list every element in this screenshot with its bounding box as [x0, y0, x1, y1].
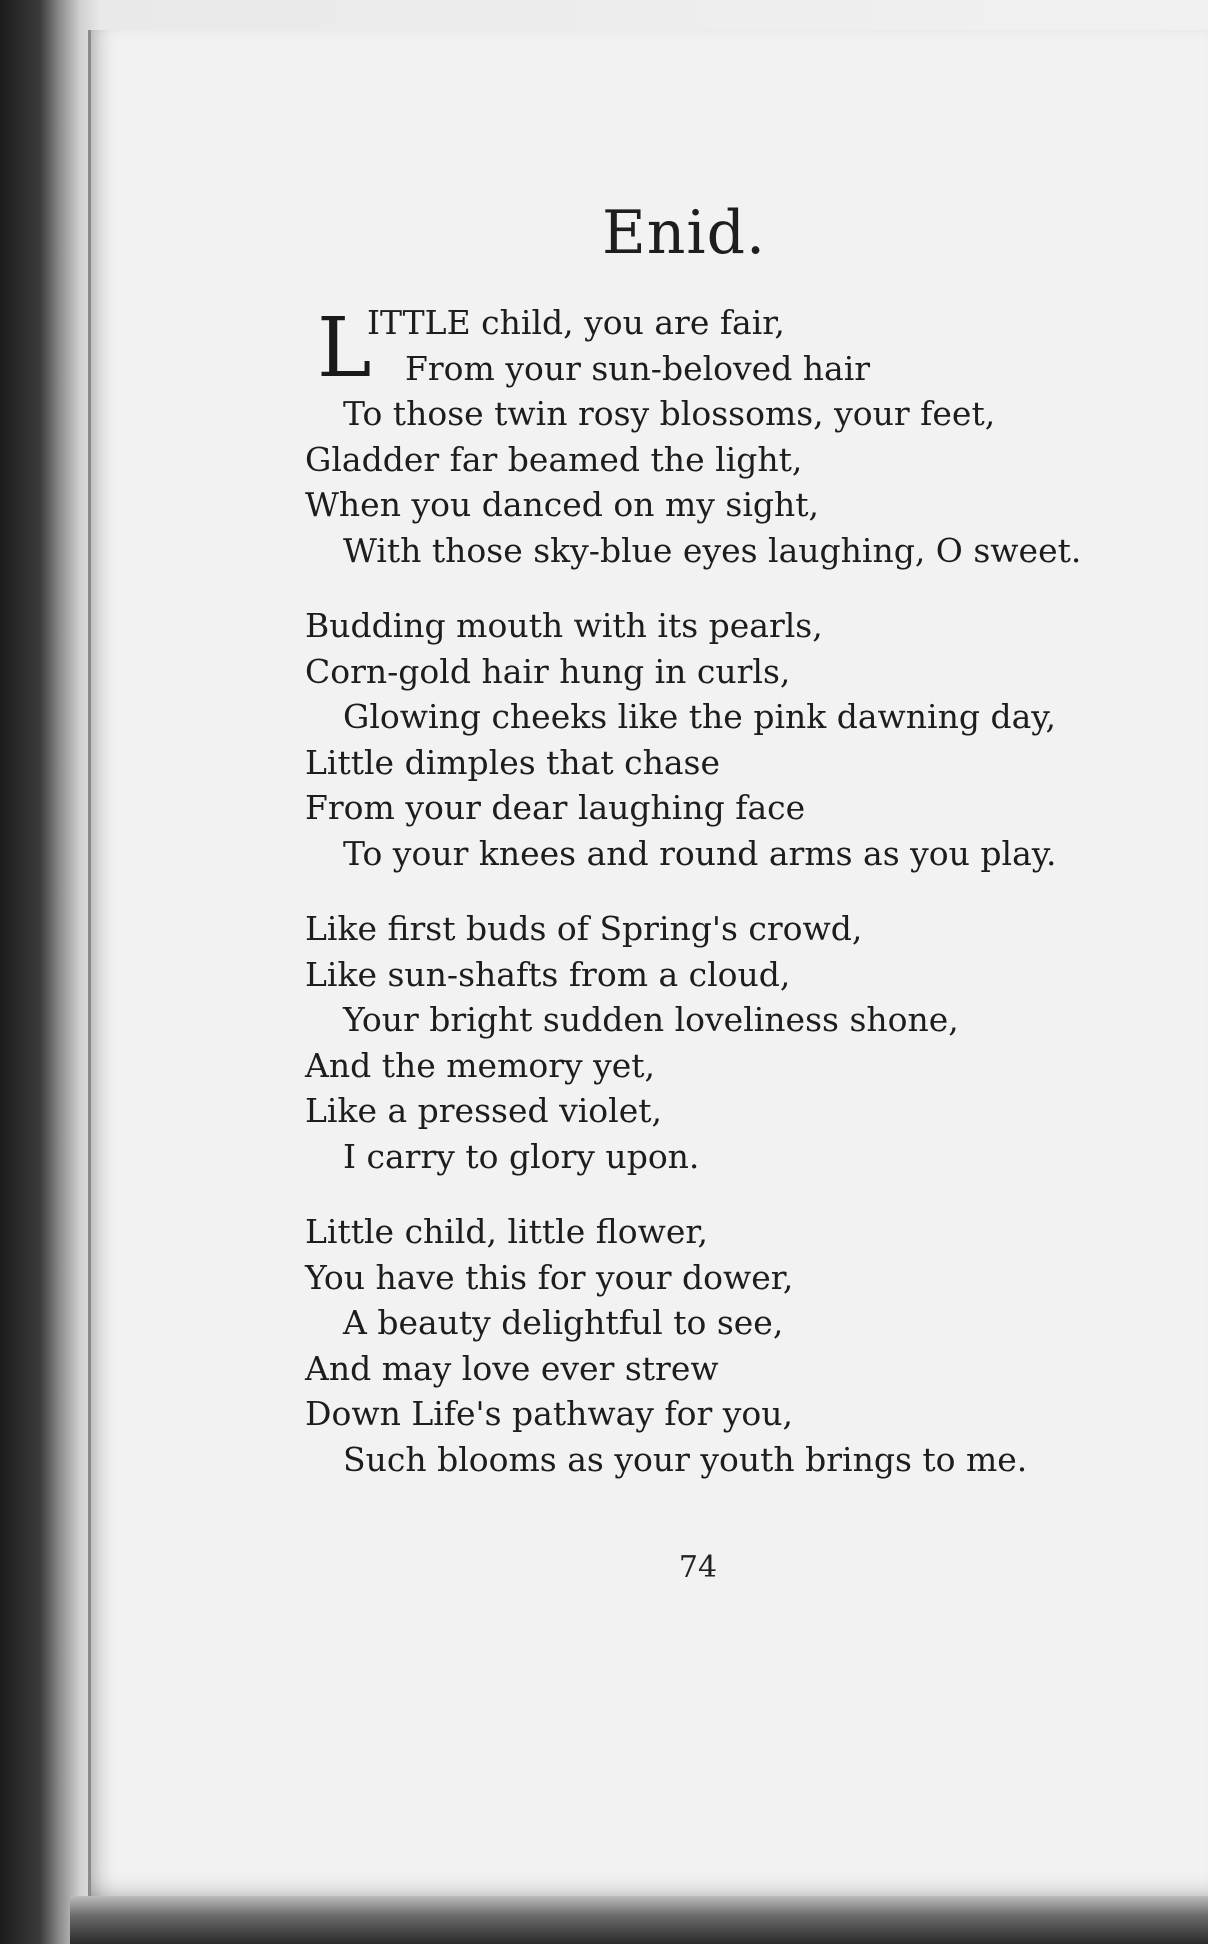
poem-line: Like a pressed violet, — [305, 1091, 662, 1130]
poem-line: To those twin rosy blossoms, your feet, — [343, 394, 996, 433]
poem-line: I carry to glory upon. — [343, 1136, 700, 1176]
stanza-4 — [305, 1209, 1165, 1482]
poem-line: Little dimples that chase — [305, 742, 720, 782]
poem-line: Like first buds of Spring's crowd, — [305, 909, 863, 948]
poem-line: From your sun-beloved hair — [405, 348, 871, 388]
poem-title: Enid. — [601, 198, 767, 268]
poem-line: Budding mouth with its pearls, — [305, 606, 823, 645]
stanza-3 — [305, 906, 1165, 1179]
stanza-1 — [305, 300, 1165, 573]
poem-line: You have this for your dower, — [305, 1257, 794, 1297]
poem-line: Such blooms as your youth brings to me. — [343, 1439, 1028, 1479]
drop-cap: L — [317, 301, 372, 396]
poem-body — [305, 300, 1165, 1512]
page-number: 74 — [678, 1550, 718, 1585]
poem-line: Gladder far beamed the light, — [305, 439, 803, 479]
stanza-2 — [305, 603, 1165, 876]
poem-line: Like sun-shafts from a cloud, — [305, 954, 791, 994]
poem-line: Down Life's pathway for you, — [305, 1394, 793, 1433]
poem-line: When you danced on my sight, — [305, 485, 820, 524]
poem-line: Glowing cheeks like the pink dawning day, — [343, 697, 1057, 736]
poem-line: With those sky-blue eyes laughing, O sweet. — [343, 530, 1082, 570]
poem-line: And may love ever strew — [305, 1348, 719, 1388]
poem-line: To your knees and round arms as you play. — [343, 833, 1057, 873]
poem-line: Corn-gold hair hung in curls, — [305, 651, 791, 691]
poem-line: From your dear laughing face — [305, 788, 806, 827]
poem-line: And the memory yet, — [305, 1045, 656, 1085]
book-bottom-edge — [70, 1896, 1208, 1944]
poem-line-text: ITTLE child, you are fair, — [367, 303, 785, 342]
poem-line: Little child, little flower, — [305, 1212, 709, 1251]
poem-line: A beauty delightful to see, — [343, 1303, 784, 1342]
poem-line: Your bright sudden loveliness shone, — [343, 1000, 959, 1039]
